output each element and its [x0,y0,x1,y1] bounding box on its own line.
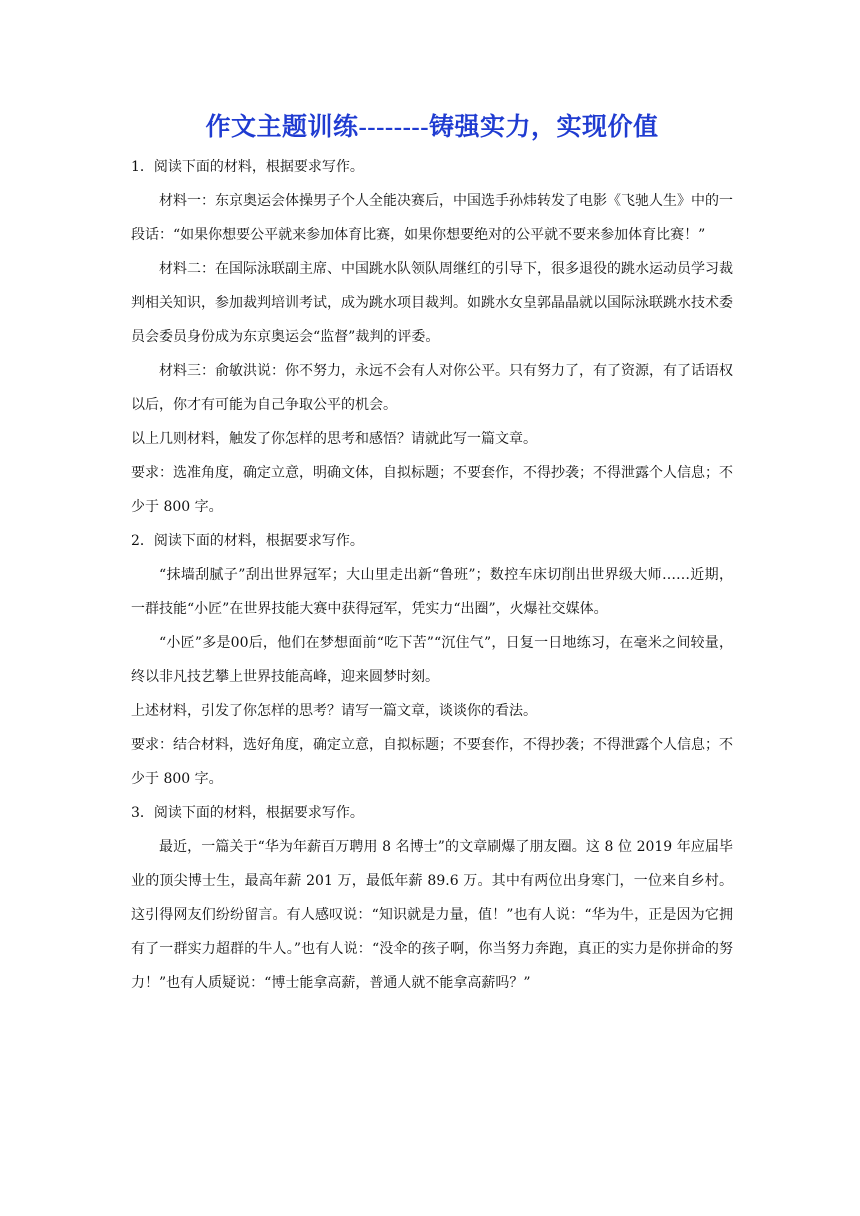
material-paragraph: 材料二：在国际泳联副主席、中国跳水队领队周继红的引导下，很多退役的跳水运动员学习裁判相关知识，参加裁判培训考试，成为跳水项目裁判。如跳水女皇郭晶晶就以国际泳联跳水技术委员会委员身份成为东京奥运会“监督”裁判的评委。 [131,261,733,345]
writing-prompt: 上述材料，引发了你怎样的思考？请写一篇文章，谈谈你的看法。 [131,703,537,719]
material-paragraph: “小匠”多是00后，他们在梦想面前“吃下苦”“沉住气”，日复一日地练习，在毫米之间较量，终以非凡技艺攀上世界技能高峰，迎来圆梦时刻。 [131,635,733,685]
writing-prompt: 以上几则材料，触发了你怎样的思考和感悟？请就此写一篇文章。 [131,431,537,447]
material-paragraph: 最近，一篇关于“华为年薪百万聘用 8 名博士”的文章刷爆了朋友圈。这 8 位 2019 年应届毕业的顶尖博士生，最高年薪 201 万，最低年薪 89.6 万。其中有两位出身寒门，一位来自乡村。这引得网友们纷纷留言。有人感叹说：“知识就是力量，值！”也有人说：“华为牛，正是因为它拥有了一群实力超群的牛人。”也有人说：“没伞的孩子啊，你当努力奔跑，真正的实力是你拼命的努力！”也有人质疑说：“博士能拿高薪，普通人就不能拿高薪吗？” [131,839,733,991]
question-heading: 3．阅读下面的材料，根据要求写作。 [131,805,364,821]
writing-requirements: 要求：选准角度，确定立意，明确文体，自拟标题；不要套作，不得抄袭；不得泄露个人信息；不少于 800 字。 [131,465,733,515]
writing-requirements: 要求：结合材料，选好角度，确定立意，自拟标题；不要套作，不得抄袭；不得泄露个人信息；不少于 800 字。 [131,737,733,787]
question-heading: 2．阅读下面的材料，根据要求写作。 [131,533,364,549]
material-paragraph: 材料三：俞敏洪说：你不努力，永远不会有人对你公平。只有努力了，有了资源，有了话语权以后，你才有可能为自己争取公平的机会。 [131,363,733,413]
document-title: 作文主题训练--------铸强实力，实现价值 [205,114,659,141]
question-2 [131,524,733,796]
material-paragraph: “抹墙刮腻子”刮出世界冠军；大山里走出新“鲁班”；数控车床切削出世界级大师……近期，一群技能“小匠”在世界技能大赛中获得冠军，凭实力“出圈”，火爆社交媒体。 [131,567,733,617]
question-heading: 1．阅读下面的材料，根据要求写作。 [131,159,364,175]
question-1 [131,150,733,524]
material-paragraph: 材料一：东京奥运会体操男子个人全能决赛后，中国选手孙炜转发了电影《飞驰人生》中的一段话：“如果你想要公平就来参加体育比赛，如果你想要绝对的公平就不要来参加体育比赛！” [131,193,733,243]
question-3 [131,796,733,1000]
